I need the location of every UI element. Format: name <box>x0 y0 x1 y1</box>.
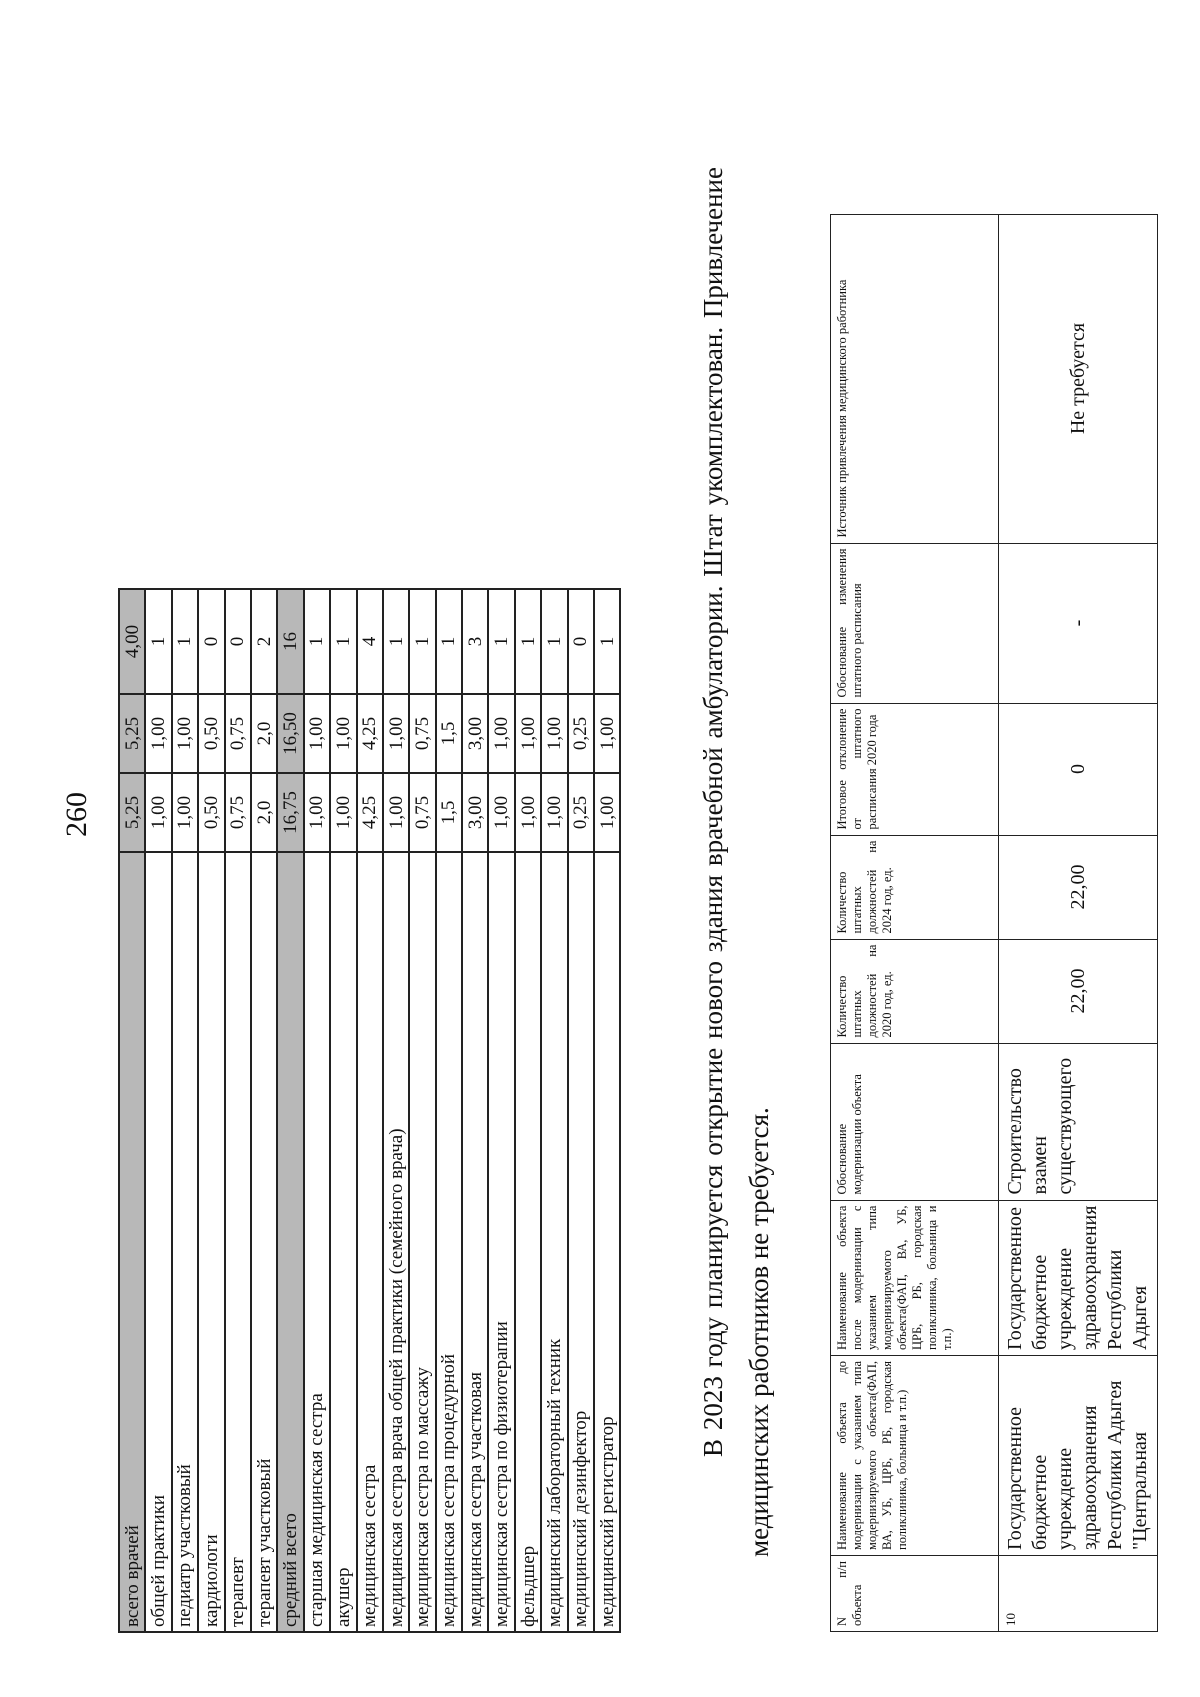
header-change-reason: Обоснование изменения штатного расписания <box>831 543 999 703</box>
position-name: педиатр участковый <box>172 852 198 1632</box>
value-fact: 4,00 <box>119 589 145 694</box>
value-2024: 1,00 <box>515 694 541 773</box>
value-2024: 4,25 <box>357 694 383 773</box>
value-2024: 3,00 <box>462 694 488 773</box>
value-2020: 4,25 <box>357 773 383 852</box>
value-2020: 1,00 <box>488 773 514 852</box>
value-2020: 2,0 <box>251 773 277 852</box>
cell-deviation: 0 <box>999 703 1158 835</box>
value-2024: 0,75 <box>409 694 435 773</box>
table-row <box>304 589 330 1632</box>
body-paragraph <box>690 167 782 1557</box>
value-2020: 5,25 <box>119 773 145 852</box>
position-name: средний всего <box>277 852 303 1632</box>
value-2024: 16,50 <box>277 694 303 773</box>
table-row <box>515 589 541 1632</box>
value-fact: 1 <box>409 589 435 694</box>
value-fact: 1 <box>145 589 171 694</box>
value-fact: 3 <box>462 589 488 694</box>
value-2020: 0,75 <box>225 773 251 852</box>
table-row <box>277 589 303 1632</box>
value-fact: 1 <box>515 589 541 694</box>
table-row <box>145 589 171 1632</box>
table-header-row <box>831 214 999 1631</box>
table-row <box>541 589 567 1632</box>
paragraph-text: В 2023 году планируется открытие нового здания врачебной амбулатории. Штат укомплектован. Привлечение медицинских работников не требуется. <box>698 167 774 1557</box>
position-name: фельдшер <box>515 852 541 1632</box>
value-2020: 0,75 <box>409 773 435 852</box>
table-row <box>357 589 383 1632</box>
value-2024: 0,25 <box>568 694 594 773</box>
value-fact: 16 <box>277 589 303 694</box>
value-2020: 1,00 <box>383 773 409 852</box>
value-fact: 1 <box>436 589 462 694</box>
table-row <box>999 214 1158 1631</box>
value-2024: 0,50 <box>198 694 224 773</box>
position-name: медицинская сестра процедурной <box>436 852 462 1632</box>
table-row <box>383 589 409 1632</box>
value-2024: 1,00 <box>145 694 171 773</box>
value-2024: 1,5 <box>436 694 462 773</box>
table-row <box>462 589 488 1632</box>
value-2020: 1,5 <box>436 773 462 852</box>
cell-object-before: Государственное бюджетное учреждение здравоохранения Республики Адыгея "Центральная <box>999 1356 1158 1556</box>
value-2020: 3,00 <box>462 773 488 852</box>
cell-count-2020: 22,00 <box>999 939 1158 1043</box>
position-name: кардиологи <box>198 852 224 1632</box>
position-name: всего врачей <box>119 852 145 1632</box>
page-number: 260 <box>60 792 93 837</box>
cell-reason: Строительство взамен существующего <box>999 1043 1158 1200</box>
value-2020: 0,25 <box>568 773 594 852</box>
table-row <box>172 589 198 1632</box>
value-2020: 0,50 <box>198 773 224 852</box>
staff-table <box>118 588 621 1633</box>
position-name: медицинский регистратор <box>594 852 620 1632</box>
cell-count-2024: 22,00 <box>999 835 1158 939</box>
position-name: медицинский дезинфектор <box>568 852 594 1632</box>
value-2024: 1,00 <box>383 694 409 773</box>
table-row <box>198 589 224 1632</box>
value-fact: 0 <box>568 589 594 694</box>
value-fact: 2 <box>251 589 277 694</box>
value-2024: 1,00 <box>304 694 330 773</box>
value-2024: 1,00 <box>594 694 620 773</box>
position-name: медицинская сестра участковая <box>462 852 488 1632</box>
table-row <box>330 589 356 1632</box>
value-fact: 4 <box>357 589 383 694</box>
modernization-table <box>830 214 1158 1632</box>
value-fact: 0 <box>198 589 224 694</box>
position-name: медицинская сестра <box>357 852 383 1632</box>
header-reason: Обоснование модернизации объекта <box>831 1043 999 1200</box>
header-deviation: Итоговое отклонение от штатного расписания 2020 года <box>831 703 999 835</box>
value-2020: 1,00 <box>304 773 330 852</box>
value-2024: 1,00 <box>488 694 514 773</box>
value-2024: 0,75 <box>225 694 251 773</box>
cell-change-reason: - <box>999 543 1158 703</box>
position-name: медицинский лабораторный техник <box>541 852 567 1632</box>
position-name: акушер <box>330 852 356 1632</box>
value-2024: 1,00 <box>330 694 356 773</box>
cell-source: Не требуется <box>999 214 1158 543</box>
table-row <box>225 589 251 1632</box>
value-2024: 1,00 <box>172 694 198 773</box>
position-name: медицинская сестра по физиотерапии <box>488 852 514 1632</box>
table-row <box>594 589 620 1632</box>
value-fact: 1 <box>488 589 514 694</box>
value-fact: 1 <box>172 589 198 694</box>
value-fact: 1 <box>541 589 567 694</box>
value-2020: 16,75 <box>277 773 303 852</box>
cell-object-after: Государственное бюджетное учреждение здравоохранения Республики Адыгея <box>999 1200 1158 1355</box>
value-fact: 1 <box>304 589 330 694</box>
header-count-2024: Количество штатных должностей на 2024 год, ед. <box>831 835 999 939</box>
value-fact: 1 <box>383 589 409 694</box>
table-row <box>251 589 277 1632</box>
position-name: общей практики <box>145 852 171 1632</box>
value-2024: 2,0 <box>251 694 277 773</box>
value-fact: 0 <box>225 589 251 694</box>
header-number: N п/п объекта <box>831 1556 999 1632</box>
header-object-before: Наименование объекта до модернизации с указанием типа модернизируемого объекта(ФАП, ВА, УБ, ЦРБ, РБ, городская поликлиника, больница и т.п.) <box>831 1356 999 1556</box>
table-row <box>568 589 594 1632</box>
value-2020: 1,00 <box>541 773 567 852</box>
value-fact: 1 <box>594 589 620 694</box>
value-2020: 1,00 <box>515 773 541 852</box>
header-object-after: Наименование объекта после модернизации с указанием типа модернизируемого объекта(ФАП, ВА, УБ, ЦРБ, РБ, городская поликлиника, больница и т.п.) <box>831 1200 999 1355</box>
table-row <box>436 589 462 1632</box>
value-2024: 5,25 <box>119 694 145 773</box>
value-2020: 1,00 <box>145 773 171 852</box>
header-source: Источник привлечения медицинского работника <box>831 214 999 543</box>
position-name: старшая медицинская сестра <box>304 852 330 1632</box>
table-row <box>488 589 514 1632</box>
value-fact: 1 <box>330 589 356 694</box>
position-name: медицинская сестра по массажу <box>409 852 435 1632</box>
table-row <box>119 589 145 1632</box>
value-2024: 1,00 <box>541 694 567 773</box>
value-2020: 1,00 <box>172 773 198 852</box>
position-name: терапевт участковый <box>251 852 277 1632</box>
value-2020: 1,00 <box>330 773 356 852</box>
cell-number: 10 <box>999 1556 1158 1632</box>
position-name: медицинская сестра врача общей практики (семейного врача) <box>383 852 409 1632</box>
table-row <box>409 589 435 1632</box>
value-2020: 1,00 <box>594 773 620 852</box>
position-name: терапевт <box>225 852 251 1632</box>
header-count-2020: Количество штатных должностей на 2020 год, ед. <box>831 939 999 1043</box>
